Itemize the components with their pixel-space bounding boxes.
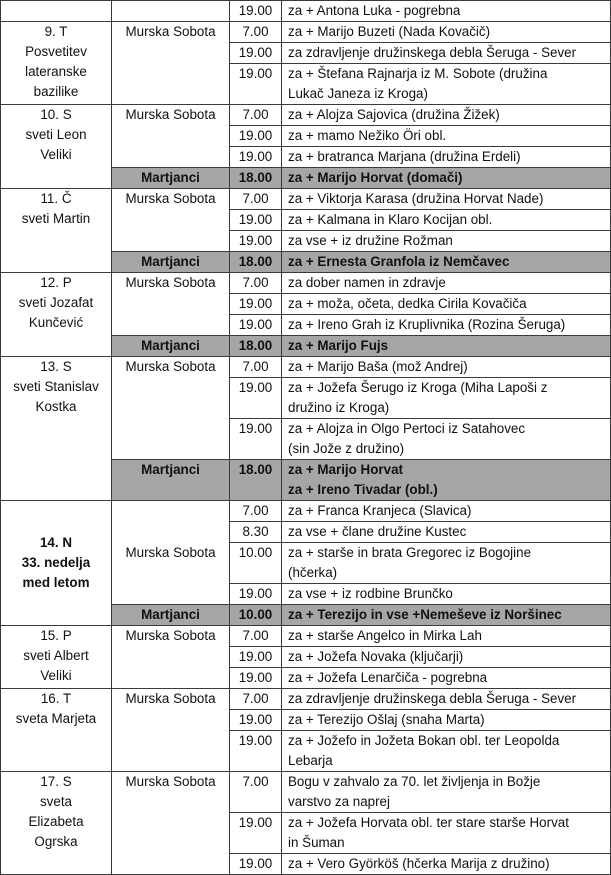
time-cell: 7.00 [230, 105, 282, 126]
time-cell: 19.00 [230, 315, 282, 336]
table-row [1, 1, 611, 22]
feast-name: Kunčević [28, 315, 84, 330]
intention-cell: za + starše in brata Gregorec iz Bogojine (hčerka) [282, 543, 611, 584]
intention-cell: za + Alojza in Olgo Pertoci iz Satahovec (sin Jože z družino) [282, 419, 611, 460]
time-cell: 7.00 [230, 772, 282, 813]
feast-name: sveti Leon [25, 127, 87, 142]
place-cell: Murska Sobota [112, 273, 230, 336]
intention-cell: za + Franca Kranjeca (Slavica) [282, 501, 611, 522]
place-cell: Murska Sobota [112, 105, 230, 168]
intention-cell: za + Štefana Rajnarja iz M. Sobote (družina Lukač Janeza iz Kroga) [282, 64, 611, 105]
day-label: 16. T [40, 691, 72, 706]
intention-cell: za dober namen in zdravje [282, 273, 611, 294]
table-row [1, 273, 611, 294]
time-cell: 18.00 [230, 168, 282, 189]
intention-cell: za + Alojza Sajovica (družina Žižek) [282, 105, 611, 126]
place-cell: Murska Sobota [112, 501, 230, 605]
place-cell: Murska Sobota [112, 689, 230, 772]
intention-cell: za + Ernesta Granfola iz Nemčavec [282, 252, 611, 273]
place-cell: Martjanci [112, 460, 230, 501]
intention-cell: za + Marijo Horvat za + Ireno Tivadar (obl.) [282, 460, 611, 501]
intention-cell: za + Viktorja Karasa (družina Horvat Nade) [282, 189, 611, 210]
place-cell: Murska Sobota [112, 189, 230, 252]
feast-name: 33. nedelja [21, 555, 91, 570]
feast-name: sveti Albert [23, 648, 89, 663]
table-row [1, 22, 611, 43]
feast-name: Kostka [35, 399, 77, 414]
day-label: 15. P [40, 628, 72, 643]
intention-cell: za + Marijo Baša (mož Andrej) [282, 357, 611, 378]
day-cell [1, 689, 112, 772]
intention-cell: za zdravljenje družinskega debla Šeruga - Sever [282, 689, 611, 710]
time-cell: 7.00 [230, 273, 282, 294]
day-label: 13. S [40, 359, 72, 374]
time-cell: 19.00 [230, 147, 282, 168]
day-cell [1, 22, 112, 105]
time-cell: 7.00 [230, 189, 282, 210]
intention-cell: za + Marijo Fujs [282, 336, 611, 357]
intention-cell: za + Jožefa Šerugo iz Kroga (Miha Lapoši z družino iz Kroga) [282, 378, 611, 419]
time-cell: 7.00 [230, 626, 282, 647]
day-label: 12. P [40, 275, 72, 290]
place-cell: Murska Sobota [112, 626, 230, 689]
intention-cell: za + Terezijo Ošlaj (snaha Marta) [282, 710, 611, 731]
intention-cell: za + starše Angelco in Mirka Lah [282, 626, 611, 647]
place-cell: Martjanci [112, 252, 230, 273]
feast-name: sveti Martin [21, 211, 91, 226]
time-cell: 7.00 [230, 501, 282, 522]
intention-cell: za + Terezijo in vse +Nemeševe iz Noršinec [282, 605, 611, 626]
time-cell: 18.00 [230, 336, 282, 357]
feast-name: Veliki [40, 668, 72, 683]
intention-cell: za + bratranca Marjana (družina Erdeli) [282, 147, 611, 168]
feast-name: sveta [39, 794, 72, 809]
table-row [1, 105, 611, 126]
intention-cell: za + Jožefa Horvata obl. ter stare starše Horvat in Šuman [282, 813, 611, 854]
time-cell: 19.00 [230, 64, 282, 105]
time-cell: 19.00 [230, 43, 282, 64]
feast-name: Posvetitev [25, 44, 87, 59]
feast-name: Ogrska [34, 834, 78, 849]
day-cell [1, 1, 112, 22]
table-row [1, 189, 611, 210]
table-row [1, 689, 611, 710]
day-cell [1, 626, 112, 689]
place-cell: Murska Sobota [112, 772, 230, 875]
intention-cell: Bogu v zahvalo za 70. let življenja in Božje varstvo za naprej [282, 772, 611, 813]
intention-cell: za + Ireno Grah iz Kruplivnika (Rozina Šeruga) [282, 315, 611, 336]
time-cell: 8.30 [230, 522, 282, 543]
feast-name: sveti Stanislav [13, 379, 99, 394]
intention-cell: za + mamo Nežiko Öri obl. [282, 126, 611, 147]
feast-name: Veliki [40, 147, 72, 162]
place-cell [112, 1, 230, 22]
intention-cell: za + Vero Györköš (hčerka Marija z družino) [282, 854, 611, 875]
intention-cell: za zdravljenje družinskega debla Šeruga - Sever [282, 43, 611, 64]
time-cell: 19.00 [230, 126, 282, 147]
day-cell [1, 357, 112, 501]
time-cell: 10.00 [230, 543, 282, 584]
place-cell: Martjanci [112, 605, 230, 626]
time-cell: 18.00 [230, 252, 282, 273]
intention-cell: za + Marijo Horvat (domači) [282, 168, 611, 189]
day-label: 17. S [40, 774, 72, 789]
intention-cell: za + Kalmana in Klaro Kocijan obl. [282, 210, 611, 231]
intention-cell: za + Jožefa Lenarčiča - pogrebna [282, 668, 611, 689]
time-cell: 19.00 [230, 231, 282, 252]
table-row [1, 626, 611, 647]
time-cell: 19.00 [230, 710, 282, 731]
intention-cell: za + moža, očeta, dedka Cirila Kovačiča [282, 294, 611, 315]
day-label: 10. S [40, 107, 72, 122]
intention-cell: za + Antona Luka - pogrebna [282, 1, 611, 22]
feast-name: sveti Jozafat [18, 295, 94, 310]
time-cell: 19.00 [230, 378, 282, 419]
time-cell: 19.00 [230, 584, 282, 605]
feast-name: bazilike [33, 84, 79, 99]
intention-cell: za vse + iz družine Rožman [282, 231, 611, 252]
time-cell: 19.00 [230, 294, 282, 315]
time-cell: 19.00 [230, 419, 282, 460]
intention-cell: za + Marijo Buzeti (Nada Kovačič) [282, 22, 611, 43]
feast-name: lateranske [25, 64, 87, 79]
time-cell: 19.00 [230, 647, 282, 668]
day-cell [1, 273, 112, 357]
time-cell: 19.00 [230, 813, 282, 854]
feast-name: Elizabeta [28, 814, 84, 829]
place-cell: Murska Sobota [112, 22, 230, 105]
time-cell: 19.00 [230, 731, 282, 772]
intention-cell: za + Jožefo in Jožeta Bokan obl. ter Leopolda Lebarja [282, 731, 611, 772]
time-cell: 7.00 [230, 689, 282, 710]
intention-cell: za vse + člane družine Kustec [282, 522, 611, 543]
day-cell [1, 105, 112, 189]
place-cell: Martjanci [112, 168, 230, 189]
table-row [1, 772, 611, 813]
time-cell: 19.00 [230, 1, 282, 22]
intention-cell: za vse + iz rodbine Brunčko [282, 584, 611, 605]
day-cell [1, 772, 112, 875]
day-cell [1, 501, 112, 626]
time-cell: 19.00 [230, 210, 282, 231]
intention-cell: za + Jožefa Novaka (ključarji) [282, 647, 611, 668]
table-row [1, 357, 611, 378]
day-label: 11. Č [40, 191, 72, 206]
time-cell: 19.00 [230, 854, 282, 875]
day-label: 14. N [39, 535, 72, 550]
time-cell: 10.00 [230, 605, 282, 626]
place-cell: Murska Sobota [112, 357, 230, 460]
feast-name: med letom [22, 575, 90, 590]
time-cell: 19.00 [230, 668, 282, 689]
time-cell: 7.00 [230, 22, 282, 43]
time-cell: 18.00 [230, 460, 282, 501]
feast-name: sveta Marjeta [15, 711, 97, 726]
table-row [1, 501, 611, 522]
time-cell: 7.00 [230, 357, 282, 378]
day-label: 9. T [44, 24, 68, 39]
day-cell [1, 189, 112, 273]
place-cell: Martjanci [112, 336, 230, 357]
